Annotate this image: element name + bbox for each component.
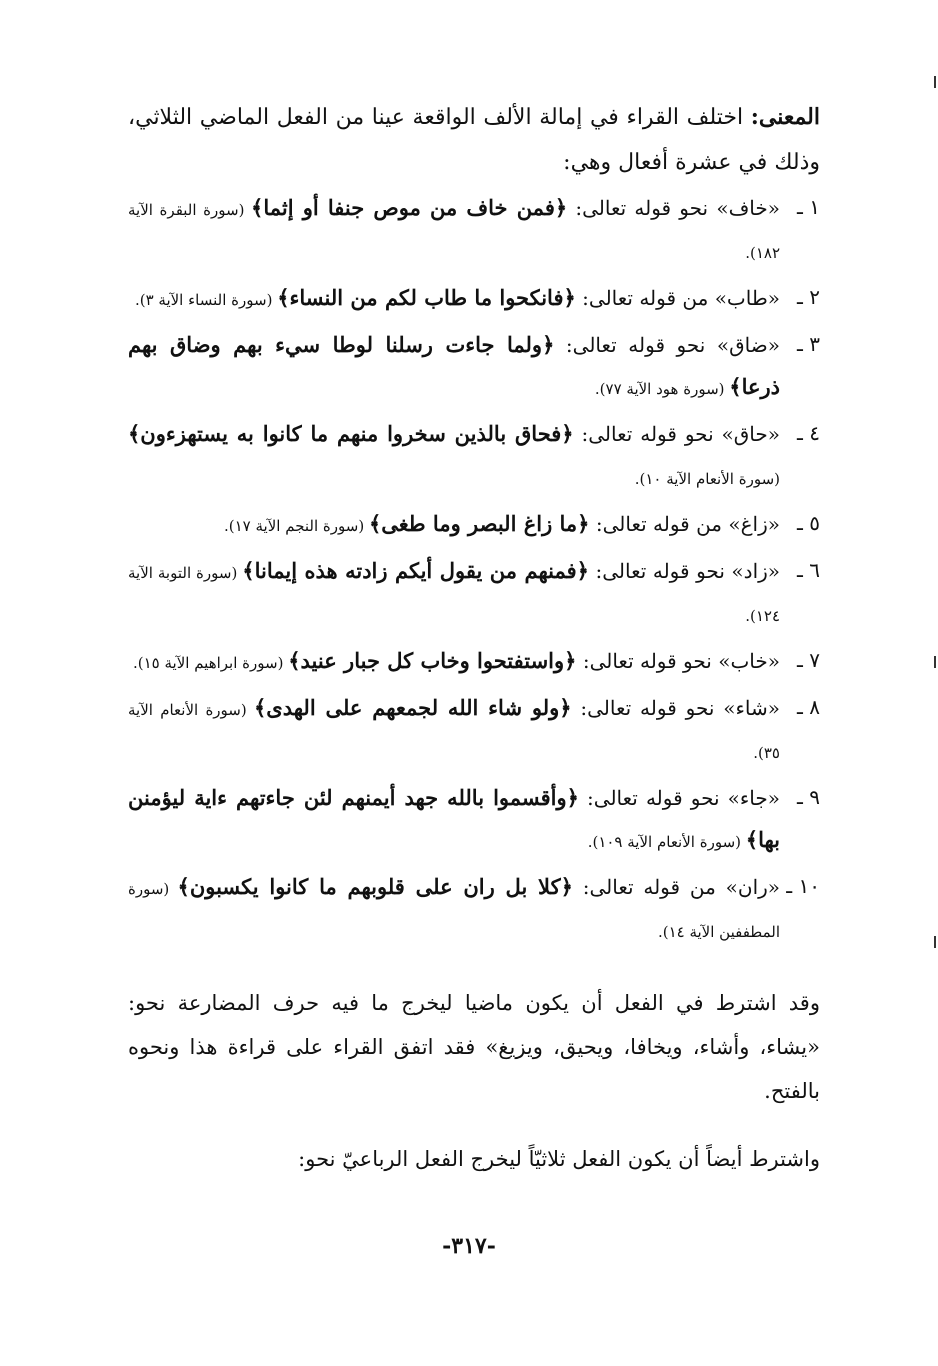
item-verse: ﴿واستفتحوا وخاب كل جبار عنيد﴾ — [288, 648, 577, 673]
item-reference: (سورة هود الآية ٧٧). — [594, 380, 730, 398]
item-verse: ﴿فحاق بالذين سخروا منهم ما كانوا به يستهزءون﴾ — [128, 421, 574, 446]
item-word: «ران» — [725, 875, 781, 899]
item-word: «خاب» — [718, 649, 780, 673]
item-lead: نحو قوله تعالى: — [571, 696, 724, 720]
intro-term: المعنى: — [750, 104, 820, 130]
item-verse: ﴿ولما جاءت رسلنا لوطا سيء بهم وضاق بهم ذرعا﴾ — [128, 332, 780, 399]
item-word: «خاف» — [716, 196, 780, 220]
item-verse: ﴿فمنهم من يقول أيكم زادته هذه إيمانا﴾ — [242, 558, 589, 583]
list-item — [128, 550, 820, 637]
item-body — [128, 503, 780, 547]
item-word: «زاغ» — [728, 512, 780, 536]
item-reference: (سورة النجم الآية ١٧). — [224, 517, 369, 535]
item-word: «شاء» — [723, 696, 780, 720]
item-reference: (سورة البقرة الآية ١٨٢). — [128, 201, 780, 262]
list-item — [128, 640, 820, 684]
item-lead: نحو قوله تعالى: — [578, 786, 728, 810]
item-body — [128, 187, 780, 274]
item-verse: ﴿ولو شاء الله لجمعهم على الهدى﴾ — [253, 695, 572, 720]
scan-edge-mark — [934, 656, 936, 668]
item-verse: ﴿كلا بل ران على قلوبهم ما كانوا يكسبون﴾ — [177, 874, 573, 899]
list-item — [128, 324, 820, 410]
item-body — [128, 413, 780, 500]
item-lead: من قوله تعالى: — [572, 875, 726, 899]
item-reference: (سورة النساء الآية ٣). — [134, 291, 278, 309]
intro-paragraph — [128, 95, 820, 185]
item-reference: (سورة التوبة الآية ١٢٤). — [128, 564, 780, 625]
item-lead: من قوله تعالى: — [589, 512, 729, 536]
intro-text: اختلف القراء في إمالة الألف الواقعة عينا من الفعل الماضي الثلاثي، وذلك في عشرة أفعال وهي: — [128, 105, 820, 175]
item-word: «ضاق» — [716, 333, 780, 357]
scan-edge-mark — [934, 76, 936, 88]
item-number: ١ ـ — [797, 195, 820, 219]
item-reference: (سورة الأنعام الآية ٣٥). — [128, 701, 780, 762]
item-verse: ﴿ما زاغ البصر وما طغى﴾ — [368, 511, 590, 536]
item-reference: (سورة ابراهيم الآية ١٥). — [132, 654, 289, 672]
item-word: «زاد» — [731, 559, 781, 583]
list-item — [128, 187, 820, 274]
list-item — [128, 277, 820, 321]
item-word: «جاء» — [727, 786, 780, 810]
item-lead: نحو قوله تعالى: — [588, 559, 732, 583]
item-number: ٨ ـ — [797, 695, 820, 719]
item-word: «طاب» — [714, 286, 780, 310]
item-reference: (سورة الأنعام الآية ١٠٩). — [587, 833, 746, 851]
item-word: «حاق» — [721, 422, 780, 446]
list-item — [128, 777, 820, 863]
condition-paragraph-1: وقد اشترط في الفعل أن يكون ماضيا ليخرج ما فيه حرف المضارعة نحو: «يشاء، وأشاء، ويخافا، ويحيق، ويزيغ» فقد اتفق القراء على قراءة هذا ونحوه بالفتح. — [128, 991, 820, 1103]
item-lead: نحو قوله تعالى: — [576, 649, 719, 673]
item-verse: ﴿فمن خاف من موص جنفا أو إثما﴾ — [251, 195, 568, 220]
item-body — [128, 866, 780, 953]
item-number: ٥ ـ — [797, 511, 820, 535]
list-item — [128, 413, 820, 500]
item-number: ٩ ـ — [797, 785, 820, 809]
item-number: ٤ ـ — [797, 421, 820, 445]
page-number: -٣١٧- — [442, 1233, 496, 1259]
list-item — [128, 503, 820, 547]
item-number: ٢ ـ — [797, 285, 820, 309]
item-body — [128, 550, 780, 637]
item-lead: نحو قوله تعالى: — [573, 422, 722, 446]
item-reference: (سورة المطففين الآية ١٤). — [128, 880, 780, 941]
item-number: ٣ ـ — [797, 332, 820, 356]
item-reference: (سورة الأنعام الآية ١٠). — [634, 470, 780, 488]
item-number: ٧ ـ — [797, 648, 820, 672]
page-body — [128, 95, 820, 1181]
item-lead: نحو قوله تعالى: — [554, 333, 717, 357]
list-item — [128, 687, 820, 774]
condition-paragraph-2: واشترط أيضاً أن يكون الفعل ثلاثيّاً ليخرج الفعل الرباعيّ نحو: — [298, 1147, 820, 1171]
list-item — [128, 866, 820, 953]
item-lead: نحو قوله تعالى: — [567, 196, 717, 220]
item-number: ١٠ ـ — [786, 874, 820, 898]
item-body — [128, 777, 780, 863]
item-number: ٦ ـ — [797, 558, 820, 582]
item-body — [128, 324, 780, 410]
item-body — [128, 687, 780, 774]
item-body — [128, 277, 780, 321]
item-lead: من قوله تعالى: — [575, 286, 715, 310]
item-verse: ﴿فانكحوا ما طاب لكم من النساء﴾ — [277, 285, 576, 310]
item-body — [128, 640, 780, 684]
item-verse: ﴿وأقسموا بالله جهد أيمنهم لئن جاءتهم ءاية ليؤمنن بها﴾ — [128, 785, 780, 852]
scan-edge-mark — [934, 936, 936, 948]
